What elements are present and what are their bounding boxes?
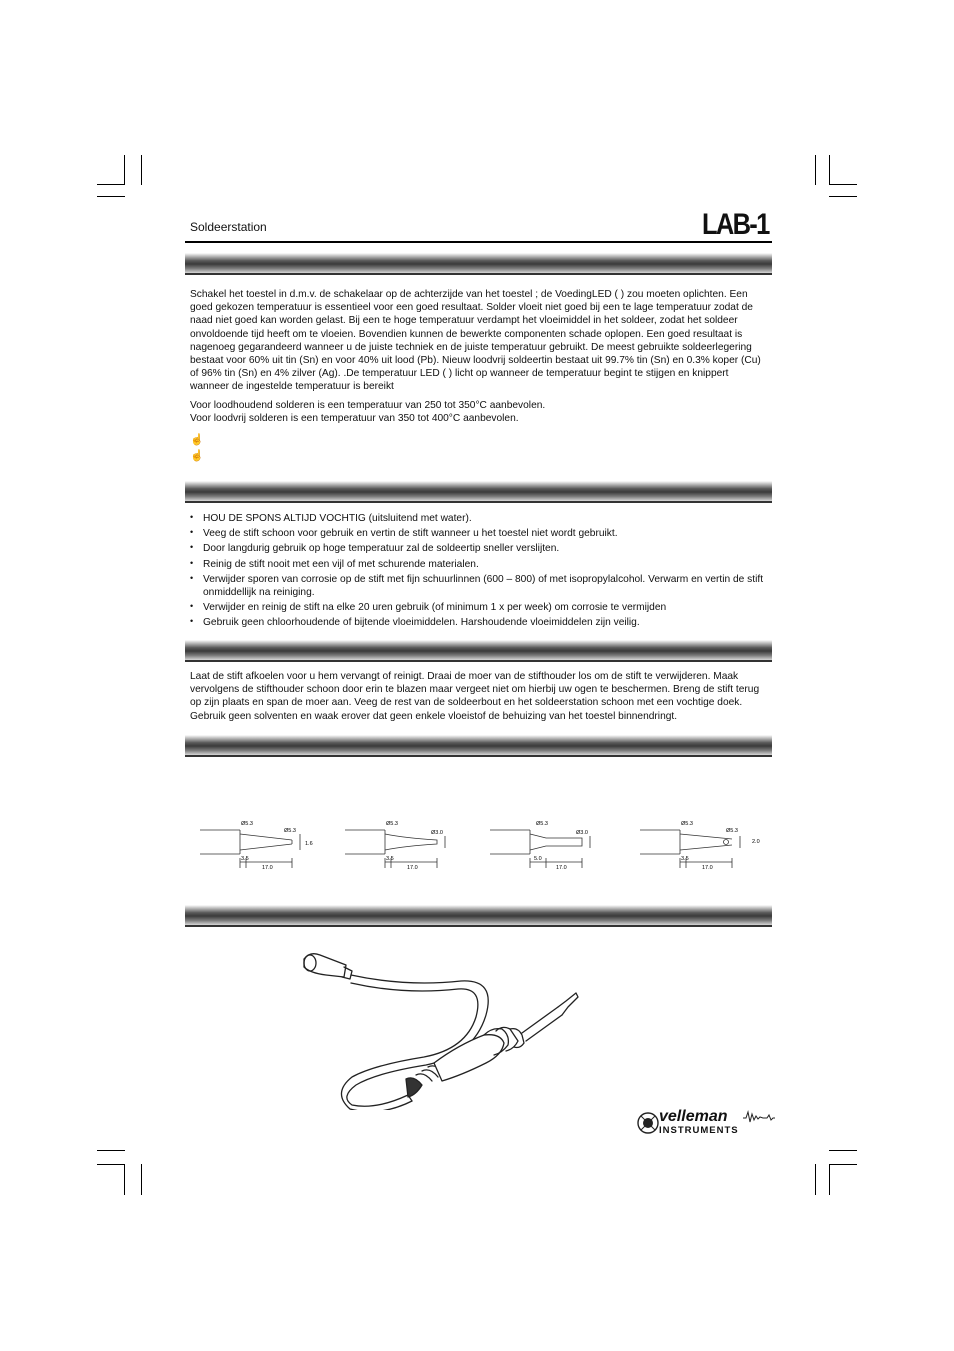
velleman-emblem-icon (637, 1110, 659, 1136)
tip3-body-dia: Ø5.3 (536, 821, 548, 827)
tip1-width: 1.6 (305, 841, 313, 847)
tip2-step: 3.5 (386, 856, 394, 862)
tip1-tip-dia: Ø5.3 (284, 828, 296, 834)
tip1-step: 3.5 (241, 856, 249, 862)
note-hand-icon: ☝ (190, 434, 204, 446)
tip-diagram-4 (640, 812, 770, 874)
tip-diagram-3 (490, 812, 620, 874)
note-hand-icon: ☝ (190, 450, 204, 462)
section1-paragraph: Schakel het toestel in d.m.v. de schakelaar op de achterzijde van het toestel ; de VoedingLED ( ) zou moeten oplichten. Een goed gekozen temperatuur is essentieel voor een goed resultaat. Solder vloeit niet goed bij een te lage temperatuur zodat de naad niet goed kan worden gelast. Bij een te hoge temperatuur verdampt het vloeimiddel in het soldeer, zodat het soldeer onvoldoende tijd heeft om te vloeien. Bovendien kunnen de bewerkte componenten schade oplopen. Een goed resultaat is nagenoeg gegarandeerd wanneer u de juiste techniek en de juiste temperatuur gebruikt. De meest gebruikte soldeerlegering bestaat voor 60% uit tin (Sn) en voor 40% uit lood (Pb). Nieuw loodvrij soldeertin bestaat uit 99.7% tin (Sn) en 0.3% koper (Cu) of 96% tin (Sn) en 4% zilver (Ag). .De temperatuur LED ( ) licht op wanneer de temperatuur begint te stijgen en knippert wanneer de ingestelde temperatuur is bereikt (190, 289, 761, 393)
section-band-1 (185, 253, 772, 275)
leadfree-temp-line: Voor loodvrij solderen is een temperatuur van 350 tot 400°C aanbevolen. (190, 412, 519, 424)
list-item: • Reinig de stift nooit met een vijl of met schurende materialen. (190, 558, 770, 571)
tip2-tip-dia: Ø3.0 (431, 830, 443, 836)
tip1-length: 17.0 (262, 865, 273, 871)
list-item: • Verwijder sporen van corrosie op de stift met fijn schuurlinnen (600 – 800) of met isopropylalcohol. Verwarm en vertin de stift onmiddellijk na reiniging. (190, 573, 770, 599)
tip-diagram-1 (200, 812, 330, 874)
lab1-logo: LAB-1 (702, 208, 769, 241)
section3-paragraph: Laat de stift afkoelen voor u hem vervangt of reinigt. Draai de moer van de stifthouder los om de stift te verwijderen. Maak vervolgens de stifthouder schoon door erin te blazen maar vergeet niet om hierbij uw ogen te beschermen. Breng de stift terug op zijn plaats en span de moer aan. Veeg de rest van de soldeerbout en het soldeerstation schoon met een vochtige doek. Gebruik geen solventen en waak erover dat geen enkele vloeistof de behuizing van het toestel binnendringt. (190, 671, 760, 722)
section-band-4 (185, 735, 772, 757)
list-item: • Verwijder en reinig de stift na elke 20 uren gebruik (of minimum 1 x per week) om corrosie te vermijden (190, 601, 770, 614)
tip1-body-dia: Ø5.3 (241, 821, 253, 827)
section3-body (190, 670, 770, 723)
signal-wave-icon (743, 1110, 775, 1124)
tip3-length: 17.0 (556, 865, 567, 871)
tip3-step: 5.0 (534, 856, 542, 862)
list-item: • Door langdurig gebruik op hoge temperatuur zal de soldeertip sneller verslijten. (190, 542, 770, 555)
tip4-tip-dia: Ø5.3 (726, 828, 738, 834)
tip3-tip-dia: Ø3.0 (576, 830, 588, 836)
tip-diagram-2 (345, 812, 475, 874)
page-header-title: Soldeerstation (190, 220, 267, 234)
section1-body (190, 288, 770, 425)
lead-temp-line: Voor loodhoudend solderen is een temperatuur van 250 tot 350°C aanbevolen. (190, 399, 546, 411)
velleman-instruments-logo (637, 1108, 775, 1138)
list-item: • Veeg de stift schoon voor gebruik en vertin de stift wanneer u het toestel niet wordt gebruikt. (190, 527, 770, 540)
tip4-length: 17.0 (702, 865, 713, 871)
velleman-brand: velleman (659, 1108, 728, 1125)
section-band-5 (185, 905, 772, 927)
tip2-body-dia: Ø5.3 (386, 821, 398, 827)
tip4-body-dia: Ø5.3 (681, 821, 693, 827)
instruments-label: INSTRUMENTS (659, 1125, 739, 1136)
section-band-2 (185, 481, 772, 503)
list-item: • Gebruik geen chloorhoudende of bijtende vloeimiddelen. Harshoudende vloeimiddelen zijn veilig. (190, 616, 770, 629)
tip4-step: 3.5 (681, 856, 689, 862)
tip2-length: 17.0 (407, 865, 418, 871)
header-rule (185, 241, 772, 243)
soldering-iron-illustration (296, 945, 586, 1110)
tip4-width: 2.0 (752, 839, 760, 845)
maintenance-list (190, 512, 770, 632)
list-item: • HOU DE SPONS ALTIJD VOCHTIG (uitsluitend met water). (190, 512, 770, 525)
section-band-3 (185, 640, 772, 662)
